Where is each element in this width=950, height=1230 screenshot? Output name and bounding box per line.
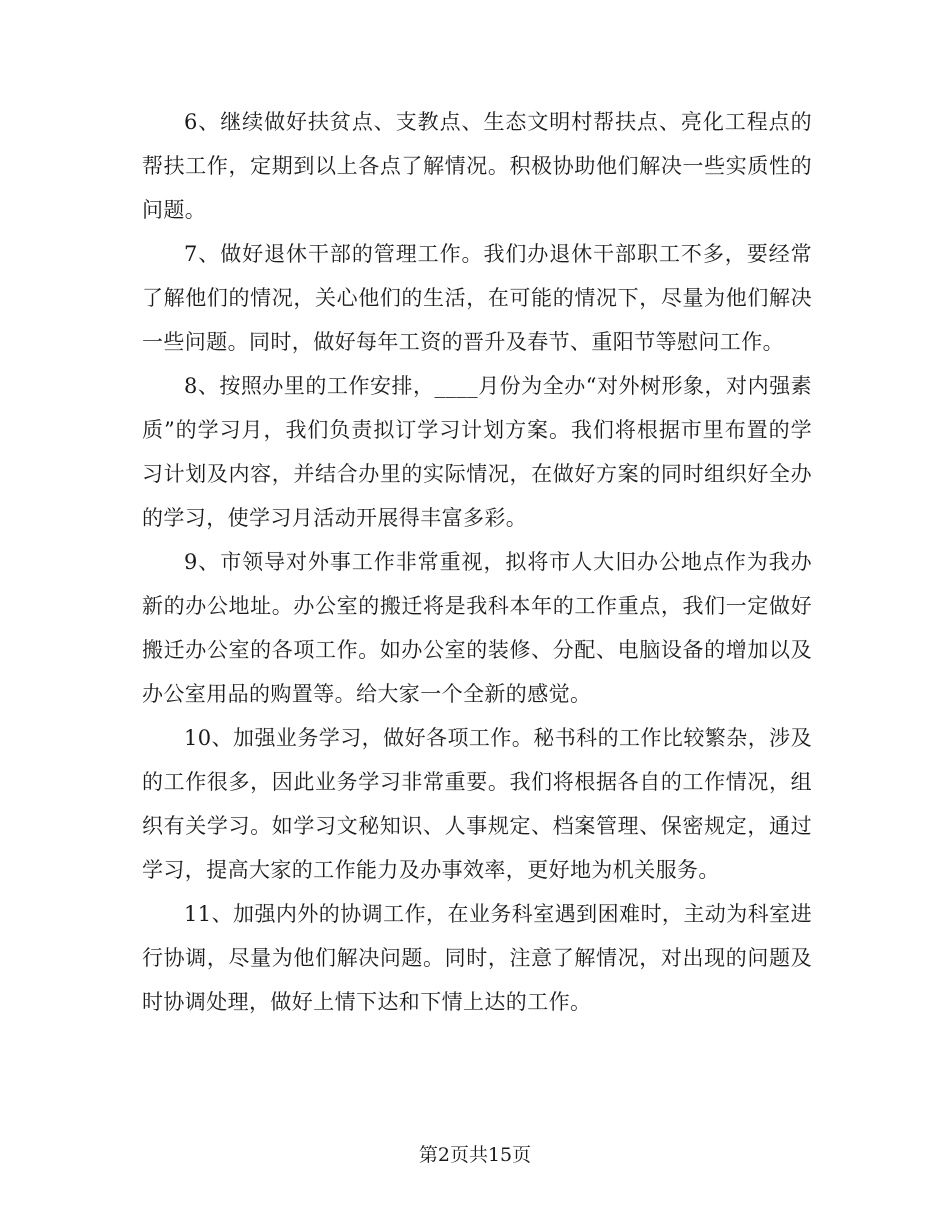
paragraph-item-9: 9、市领导对外事工作非常重视，拟将市人大旧办公地点作为我办新的办公地址。办公室的搬迁将是我科本年的工作重点，我们一定做好搬迁办公室的各项工作。如办公室的装修、分配、电脑设备的增加以及办公室用品的购置等。给大家一个全新的感觉。 — [142, 550, 812, 706]
page-number-footer: 第2页共15页 — [418, 1144, 532, 1166]
paragraph-item-6: 6、继续做好扶贫点、支教点、生态文明村帮扶点、亮化工程点的帮扶工作，定期到以上各点了解情况。积极协助他们解决一些实质性的问题。 — [142, 110, 812, 222]
document-body — [142, 100, 812, 1024]
paragraph-item-7: 7、做好退休干部的管理工作。我们办退休干部职工不多，要经常了解他们的情况，关心他们的生活，在可能的情况下，尽量为他们解决一些问题。同时，做好每年工资的晋升及春节、重阳节等慰问工作。 — [142, 242, 812, 354]
paragraph-item-8: 8、按照办里的工作安排，____月份为全办“对外树形象，对内强素质”的学习月，我们负责拟订学习计划方案。我们将根据市里布置的学习计划及内容，并结合办里的实际情况，在做好方案的同时组织好全办的学习，使学习月活动开展得丰富多彩。 — [142, 374, 812, 530]
paragraph-item-11: 11、加强内外的协调工作，在业务科室遇到困难时，主动为科室进行协调，尽量为他们解决问题。同时，注意了解情况，对出现的问题及时协调处理，做好上情下达和下情上达的工作。 — [142, 902, 812, 1014]
paragraph-item-10: 10、加强业务学习，做好各项工作。秘书科的工作比较繁杂，涉及的工作很多，因此业务学习非常重要。我们将根据各自的工作情况，组织有关学习。如学习文秘知识、人事规定、档案管理、保密规定，通过学习，提高大家的工作能力及办事效率，更好地为机关服务。 — [142, 726, 812, 882]
